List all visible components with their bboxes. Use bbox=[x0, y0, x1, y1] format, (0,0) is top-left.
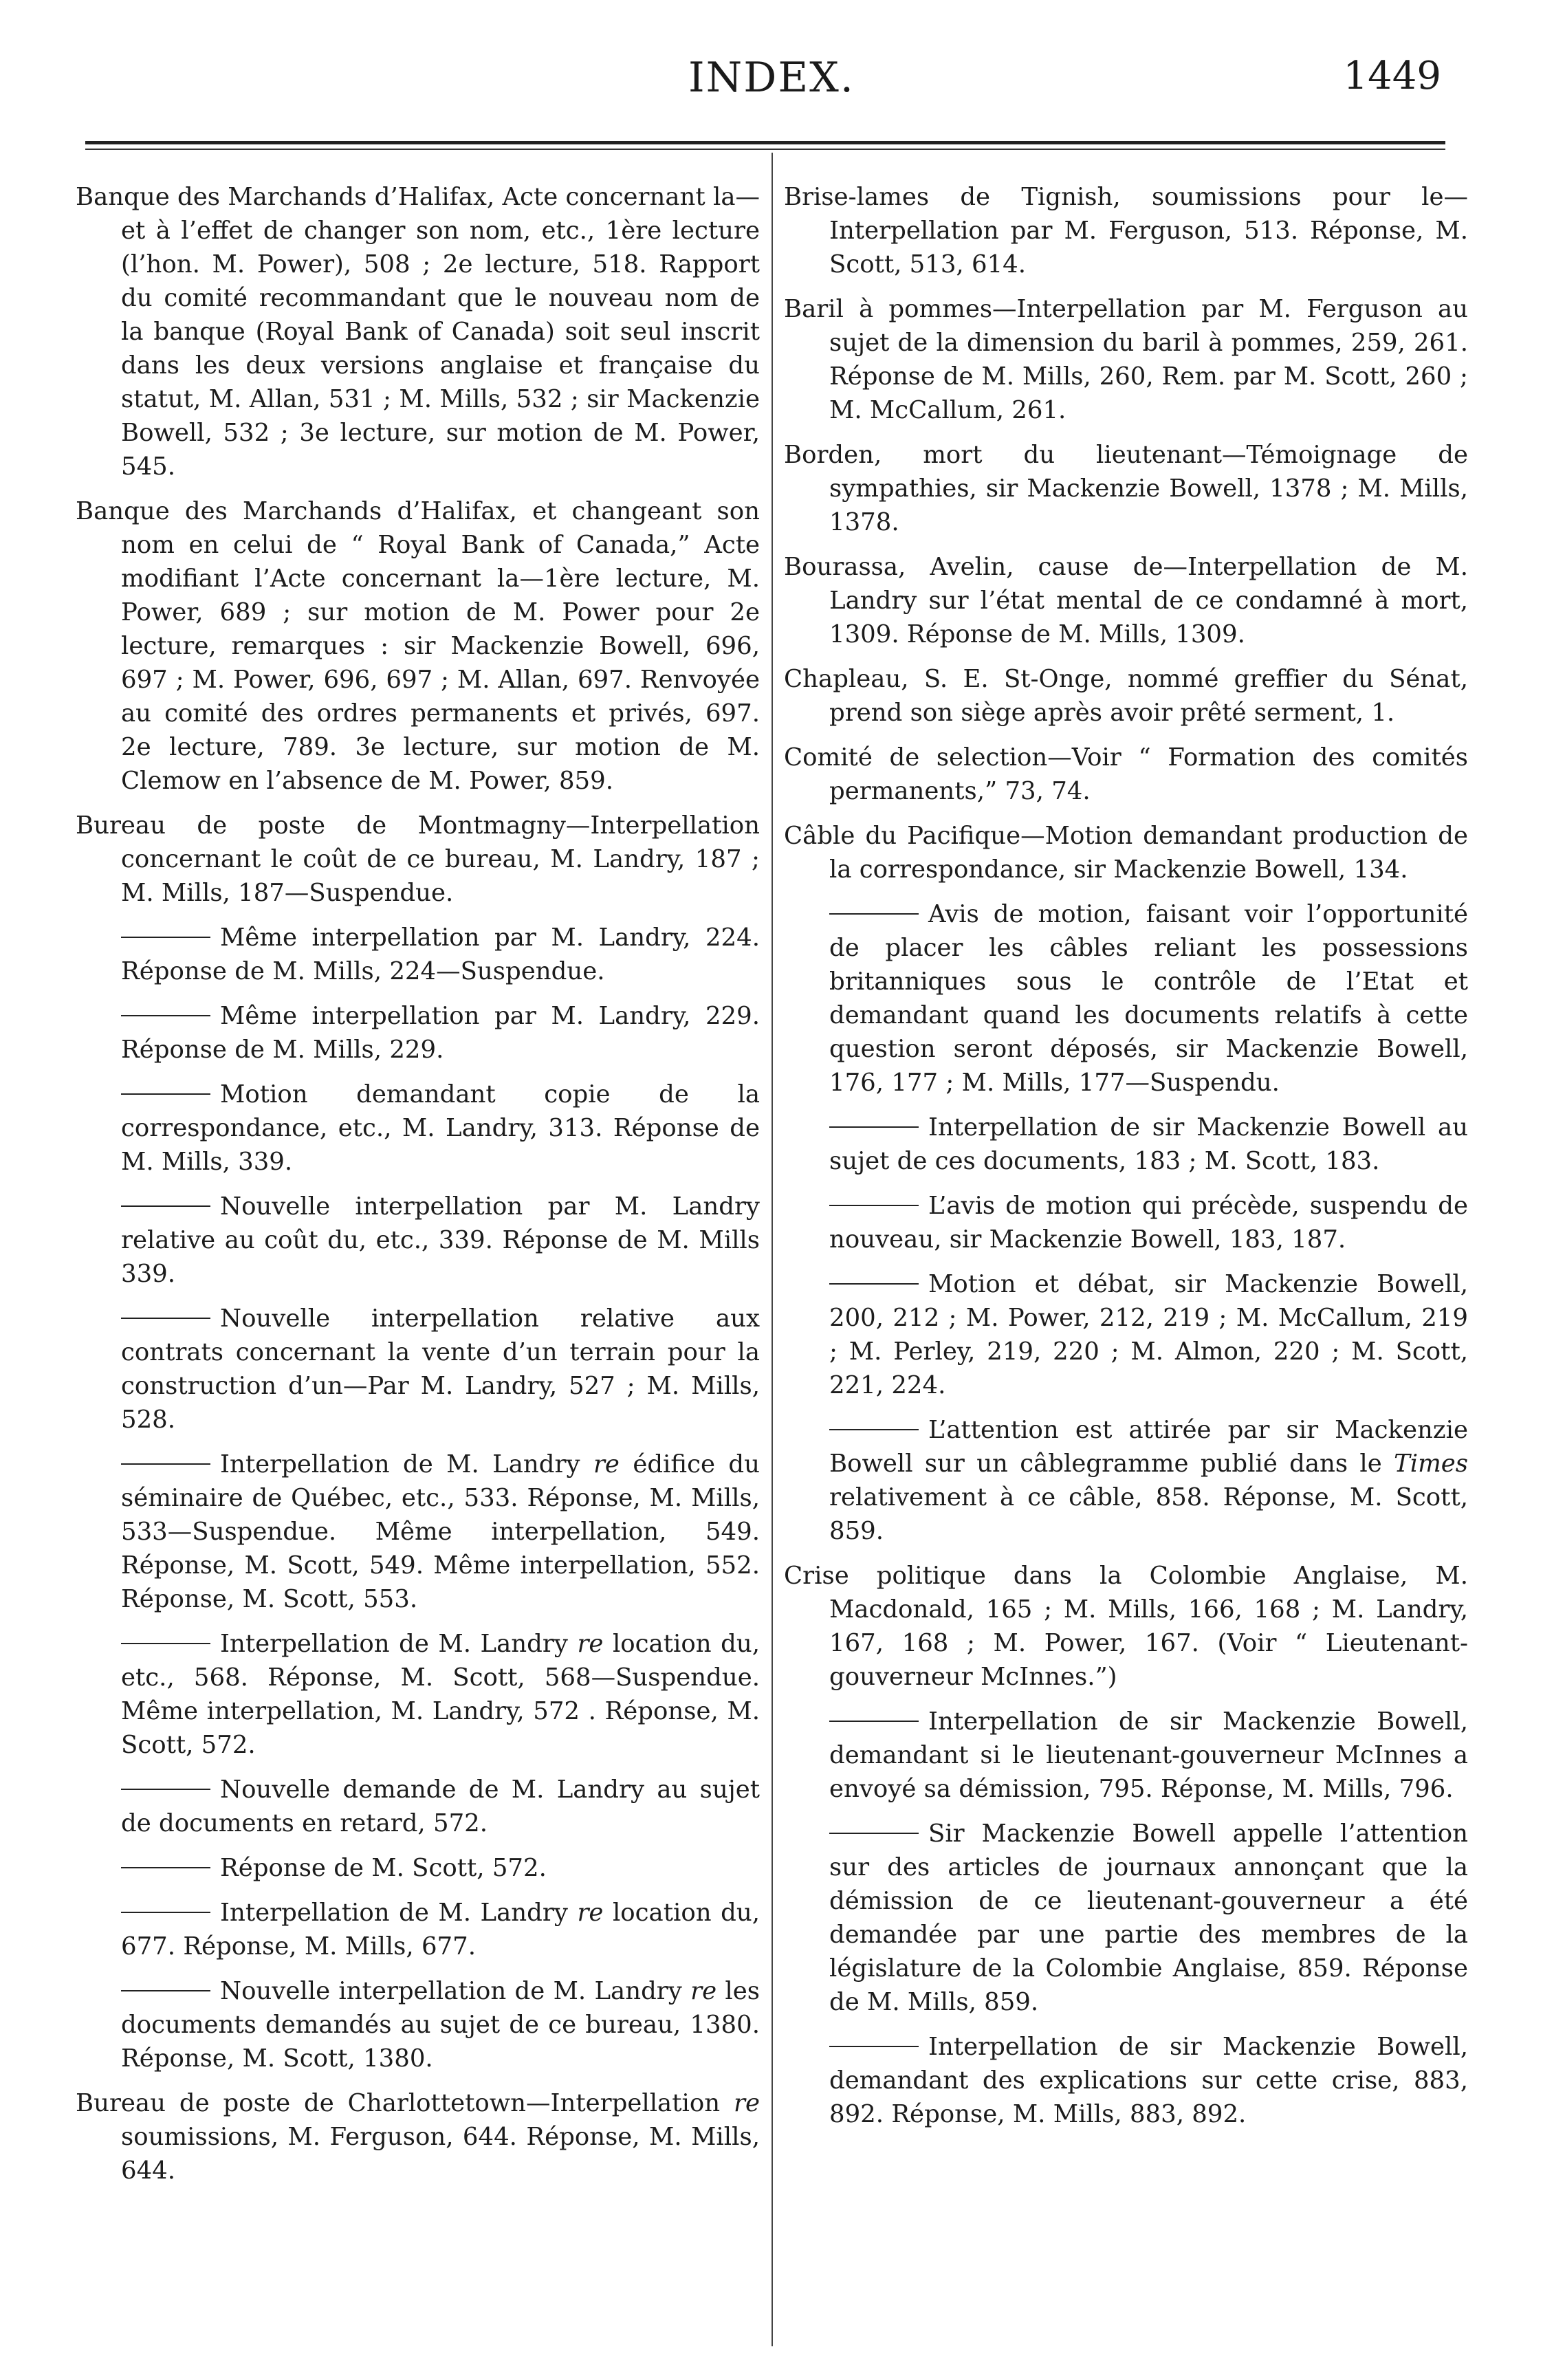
entry-text-cont: location du, etc., 568. Réponse, M. Scott, 568—Suspendue. Même interpellation, M. Landry, 572 . Réponse, M. Scott, 572. bbox=[121, 1630, 760, 1759]
repeat-dash bbox=[121, 1015, 210, 1016]
header-rule-thick bbox=[85, 141, 1445, 144]
index-subentry bbox=[76, 1627, 760, 1762]
entry-italic: re bbox=[577, 1630, 604, 1658]
index-subentry bbox=[784, 1413, 1468, 1548]
repeat-dash bbox=[829, 1283, 919, 1285]
right-column bbox=[784, 180, 1468, 2142]
index-subentry bbox=[784, 1189, 1468, 1256]
entry-text: Borden, mort du lieutenant—Témoignage de sympathies, sir Mackenzie Bowell, 1378 ; M. Mills, 1378. bbox=[784, 441, 1468, 536]
entry-text: Avis de motion, faisant voir l’opportunité de placer les câbles reliant les possessions britanniques sous le contrôle de l’Etat et demandant quand les documents relatifs à cette question seront déposés, sir Mackenzie Bowell, 176, 177 ; M. Mills, 177—Suspendu. bbox=[829, 900, 1468, 1097]
repeat-dash bbox=[121, 1318, 210, 1319]
entry-text: Motion et débat, sir Mackenzie Bowell, 200, 212 ; M. Power, 212, 219 ; M. McCallum, 219 ; M. Perley, 219, 220 ; M. Almon, 220 ; M. Scott, 221, 224. bbox=[829, 1270, 1468, 1399]
repeat-dash bbox=[121, 1990, 210, 1991]
index-subentry bbox=[76, 999, 760, 1067]
index-subentry bbox=[76, 1851, 760, 1885]
repeat-dash bbox=[829, 1721, 919, 1722]
entry-text: Banque des Marchands d’Halifax, Acte concernant la—et à l’effet de changer son nom, etc., 1ère lecture (l’hon. M. Power), 508 ; 2e lecture, 518. Rapport du comité recommandant que le nouveau nom de la banque (Royal Bank of Canada) soit seul inscrit dans les deux versions anglaise et française du statut, M. Allan, 531 ; M. Mills, 532 ; sir Mackenzie Bowell, 532 ; 3e lecture, sur motion de M. Power, 545. bbox=[76, 183, 760, 481]
entry-text: Chapleau, S. E. St-Onge, nommé greffier du Sénat, prend son siège après avoir prêté serment, 1. bbox=[784, 665, 1468, 727]
entry-text: Banque des Marchands d’Halifax, et changeant son nom en celui de “ Royal Bank of Canada,” Acte modifiant l’Acte concernant la—1ère lecture, M. Power, 689 ; sur motion de M. Power pour 2e lecture, remarques : sir Mackenzie Bowell, 696, 697 ; M. Power, 696, 697 ; M. Allan, 697. Renvoyée au comité des ordres permanents et privés, 697. 2e lecture, 789. 3e lecture, sur motion de M. Clemow en l’absence de M. Power, 859. bbox=[76, 497, 760, 795]
running-title: INDEX. bbox=[688, 54, 855, 102]
repeat-dash bbox=[121, 1867, 210, 1868]
index-entry bbox=[76, 180, 760, 483]
entry-text: Interpellation de sir Mackenzie Bowell, demandant des explications sur cette crise, 883, 892. Réponse, M. Mills, 883, 892. bbox=[829, 2033, 1468, 2128]
index-subentry bbox=[784, 2030, 1468, 2131]
entry-text: Interpellation de M. Landry bbox=[220, 1899, 568, 1927]
repeat-dash bbox=[121, 1093, 210, 1095]
entry-text: Motion demandant copie de la correspondance, etc., M. Landry, 313. Réponse de M. Mills, 339. bbox=[121, 1080, 760, 1176]
entry-italic: re bbox=[577, 1899, 604, 1927]
entry-text: Même interpellation par M. Landry, 229. Réponse de M. Mills, 229. bbox=[121, 1002, 760, 1064]
entry-text: Brise-lames de Tignish, soumissions pour le—Interpellation par M. Ferguson, 513. Réponse, M. Scott, 513, 614. bbox=[784, 183, 1468, 279]
entry-text: Interpellation de sir Mackenzie Bowell au sujet de ces documents, 183 ; M. Scott, 183. bbox=[829, 1113, 1468, 1175]
index-subentry bbox=[784, 1267, 1468, 1402]
entry-text: Même interpellation par M. Landry, 224. Réponse de M. Mills, 224—Suspendue. bbox=[121, 924, 760, 985]
repeat-dash bbox=[829, 1205, 919, 1206]
repeat-dash bbox=[829, 1126, 919, 1128]
entry-italic: re bbox=[734, 2089, 760, 2117]
repeat-dash bbox=[829, 1429, 919, 1430]
index-entry bbox=[784, 662, 1468, 730]
entry-text: Nouvelle interpellation relative aux contrats concernant la vente d’un terrain pour la construction d’un—Par M. Landry, 527 ; M. Mills, 528. bbox=[121, 1304, 760, 1434]
index-entry bbox=[76, 809, 760, 910]
index-subentry bbox=[784, 1817, 1468, 2019]
entry-text: Bourassa, Avelin, cause de—Interpellation de M. Landry sur l’état mental de ce condamné à mort, 1309. Réponse de M. Mills, 1309. bbox=[784, 553, 1468, 648]
entry-text: Réponse de M. Scott, 572. bbox=[220, 1854, 547, 1882]
repeat-dash bbox=[829, 2046, 919, 2047]
index-subentry bbox=[784, 1705, 1468, 1806]
index-entry bbox=[76, 494, 760, 798]
index-entry bbox=[784, 180, 1468, 281]
entry-text: Nouvelle interpellation par M. Landry relative au coût du, etc., 339. Réponse de M. Mills 339. bbox=[121, 1192, 760, 1288]
repeat-dash bbox=[121, 1789, 210, 1790]
entry-text: Câble du Pacifique—Motion demandant production de la correspondance, sir Mackenzie Bowell, 134. bbox=[784, 822, 1468, 884]
entry-text: Crise politique dans la Colombie Anglaise, M. Macdonald, 165 ; M. Mills, 166, 168 ; M. Landry, 167, 168 ; M. Power, 167. (Voir “ Lieutenant-gouverneur McInnes.”) bbox=[784, 1562, 1468, 1691]
repeat-dash bbox=[121, 1205, 210, 1207]
index-entry bbox=[784, 438, 1468, 539]
page-number: 1449 bbox=[1343, 54, 1441, 98]
entry-italic: re bbox=[593, 1450, 620, 1478]
index-subentry bbox=[76, 1190, 760, 1291]
index-subentry bbox=[76, 1448, 760, 1616]
index-subentry bbox=[76, 1078, 760, 1179]
entry-text: Nouvelle demande de M. Landry au sujet de documents en retard, 572. bbox=[121, 1776, 760, 1837]
entry-italic: re bbox=[690, 1977, 717, 2005]
entry-text-cont: les documents demandés au sujet de ce bureau, 1380. Réponse, M. Scott, 1380. bbox=[121, 1977, 760, 2073]
index-subentry bbox=[76, 1773, 760, 1840]
entry-text: Interpellation de sir Mackenzie Bowell, demandant si le lieutenant-gouverneur McInnes a envoyé sa démission, 795. Réponse, M. Mills, 796. bbox=[829, 1707, 1468, 1803]
index-subentry bbox=[76, 921, 760, 988]
left-column bbox=[76, 180, 760, 2198]
index-subentry bbox=[76, 1896, 760, 1963]
entry-text-cont: relativement à ce câble, 858. Réponse, M. Scott, 859. bbox=[829, 1483, 1468, 1545]
repeat-dash bbox=[829, 1833, 919, 1834]
repeat-dash bbox=[121, 937, 210, 938]
entry-text-cont: soumissions, M. Ferguson, 644. Réponse, M. Mills, 644. bbox=[121, 2123, 760, 2185]
index-entry bbox=[784, 741, 1468, 808]
index-entry bbox=[784, 819, 1468, 886]
index-subentry bbox=[784, 897, 1468, 1100]
index-entry bbox=[784, 550, 1468, 651]
entry-text: Bureau de poste de Charlottetown—Interpellation bbox=[76, 2089, 721, 2117]
repeat-dash bbox=[121, 1643, 210, 1644]
repeat-dash bbox=[121, 1912, 210, 1913]
entry-text: L’avis de motion qui précède, suspendu de nouveau, sir Mackenzie Bowell, 183, 187. bbox=[829, 1192, 1468, 1254]
entry-text-cont: location du, 677. Réponse, M. Mills, 677. bbox=[121, 1899, 760, 1961]
column-divider bbox=[772, 153, 773, 2346]
index-subentry bbox=[784, 1111, 1468, 1178]
page-header bbox=[0, 0, 1543, 131]
repeat-dash bbox=[121, 1463, 210, 1465]
index-subentry bbox=[76, 1302, 760, 1437]
entry-text: Baril à pommes—Interpellation par M. Ferguson au sujet de la dimension du baril à pommes, 259, 261. Réponse de M. Mills, 260, Rem. par M. Scott, 260 ; M. McCallum, 261. bbox=[784, 295, 1468, 424]
index-entry bbox=[784, 292, 1468, 427]
entry-italic: Times bbox=[1394, 1450, 1468, 1478]
entry-text: Bureau de poste de Montmagny—Interpellation concernant le coût de ce bureau, M. Landry, 187 ; M. Mills, 187—Suspendue. bbox=[76, 811, 760, 907]
entry-text: Interpellation de M. Landry bbox=[220, 1450, 580, 1478]
entry-text-cont: édifice du séminaire de Québec, etc., 533. Réponse, M. Mills, 533—Suspendue. Même interpellation, 549. Réponse, M. Scott, 549. Même interpellation, 552. Réponse, M. Scott, 553. bbox=[121, 1450, 760, 1613]
header-rule-thin bbox=[85, 149, 1445, 150]
entry-text: Comité de selection—Voir “ Formation des comités permanents,” 73, 74. bbox=[784, 743, 1468, 805]
repeat-dash bbox=[829, 913, 919, 915]
index-entry bbox=[784, 1559, 1468, 1694]
entry-text: Interpellation de M. Landry bbox=[220, 1630, 568, 1658]
entry-text: Sir Mackenzie Bowell appelle l’attention sur des articles de journaux annonçant que la démission de ce lieutenant-gouverneur a été demandée par une partie des membres de la législature de la Colombie Anglaise, 859. Réponse de M. Mills, 859. bbox=[829, 1820, 1468, 2016]
index-subentry bbox=[76, 1974, 760, 2075]
entry-text: L’attention est attirée par sir Mackenzie Bowell sur un câblegramme publié dans le bbox=[829, 1416, 1468, 1478]
index-entry bbox=[76, 2086, 760, 2187]
entry-text: Nouvelle interpellation de M. Landry bbox=[220, 1977, 682, 2005]
